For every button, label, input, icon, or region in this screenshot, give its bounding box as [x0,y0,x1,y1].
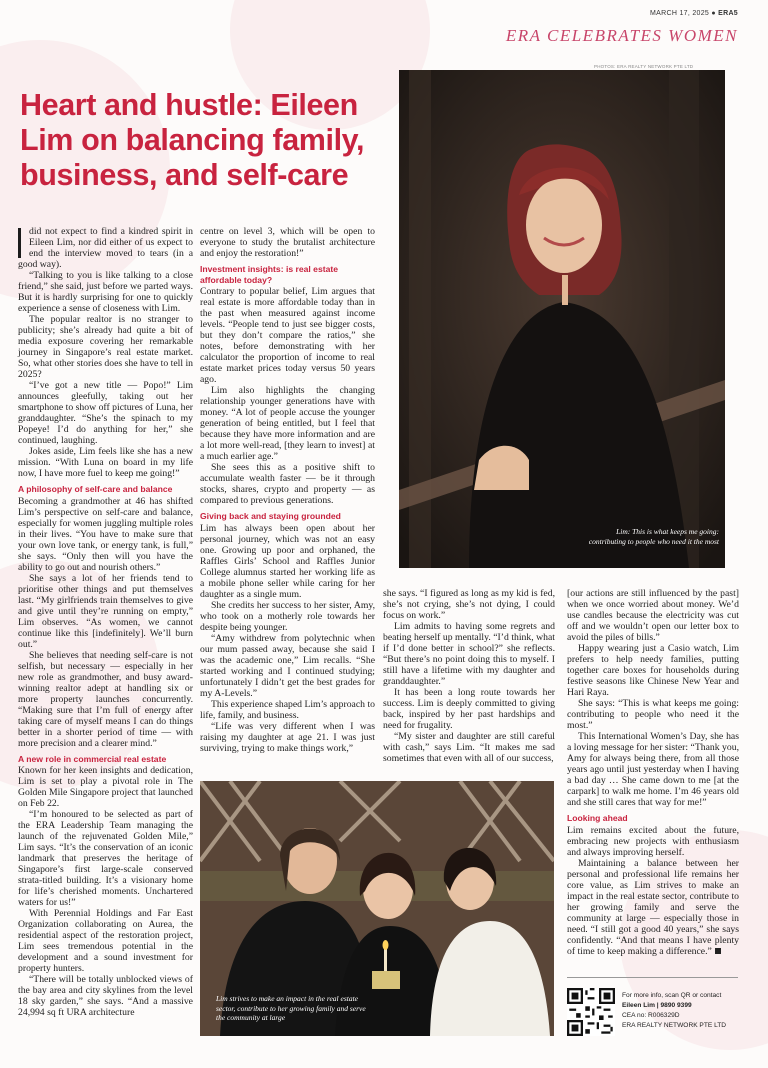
article-paragraph: It has been a long route towards her success. Lim is deeply committed to giving back, inspired by her past hardships and need for frugality. [383,687,555,731]
issue-date: MARCH 17, 2025 [650,10,710,17]
contact-info [622,991,726,1031]
article-paragraph: “Talking to you is like talking to a close friend,” she said, just before we parted ways. But it is hardly surprising for one to quickly experience a sense of closeness with Lim. [18,270,193,314]
contact-name-phone: Eileen Lim | 9890 9399 [622,1002,692,1009]
article-paragraph: She believes that needing self-care is not selfish, but necessary — especially in her new role as grandmother, and busy award-winning realtor adept at handling six or more property launches concurrently. “Making sure that I’m full of energy after taking care of myself means I can do things better in a shorter period of time — with more precision and a clearer mind.” [18,649,193,749]
article-paragraph: did not expect to find a kindred spirit in Eileen Lim, nor did either of us expect to end the interview moved to tears (in a good way). [18,226,193,270]
group-photo [200,781,554,1036]
group-photo-caption: Lim strives to make an impact in the real estate sector, contribute to her growing family and serve the community at large [216,994,366,1022]
drop-cap [18,228,21,258]
qr-code-icon[interactable] [567,988,615,1036]
article-paragraph: Becoming a grandmother at 46 has shifted Lim’s perspective on self-care and balance, especially for women juggling multiple roles in their lives. “You have to make sure that your own love tank, or energy tank, is full,” she says. “Only then will you have the ability to go out and nourish others.” [18,495,193,573]
article-paragraph: centre on level 3, which will be open to everyone to study the brutalist architecture and enjoy the restoration!” [200,226,375,259]
main-photo-caption: Lim: This is what keeps me going: contributing to people who need it the most [588,527,719,546]
photo-credit: PHOTOS: ERA REALTY NETWORK PTE LTD [594,64,694,69]
cea-number: CEA no: R006329D [622,1012,680,1019]
article-column-4 [567,588,739,957]
article-paragraph: Contrary to popular belief, Lim argues that real estate is more affordable today than in the past when measured against income levels. “People tend to just see bigger costs, but they don’t compare the ratios,” she notes, before demonstrating with her calculator the proportion of income to real estate market prices today versus 50 years ago. [200,286,375,385]
article-column-3 [383,588,555,764]
article-paragraph: Lim remains excited about the future, embracing new projects with enthusiasm and always improving herself. [567,824,739,858]
article-paragraph: This experience shaped Lim’s approach to life, family, and business. [200,698,375,721]
article-paragraph: Known for her keen insights and dedication, Lim is set to play a pivotal role in The Golden Mile Singapore project that launched on Feb 22. [18,765,193,809]
article-paragraph: She says a lot of her friends tend to prioritise other things and put themselves last. “My girlfriends train themselves to give and give until they’re running on empty,” Lim observes. “As women, we cannot continue like this [indefinitely]. We’ll burn out.” [18,572,193,650]
article-paragraph: “I’ve got a new title — Popo!” Lim announces gleefully, taking out her smartphone to show off pictures of Luna, her granddaughter. “She’s the spinach to my Popeye! I’d do anything for her,” she continued, laughing. [18,380,193,446]
page-number: ERA5 [718,10,738,17]
article-paragraph: “My sister and daughter are still careful with cash,” says Lim. “It makes me sad sometimes that even with all of our success, [383,731,555,764]
article-paragraph: She sees this as a positive shift to accumulate wealth faster — be it through stocks, shares, crypto and property — as compared to previous generations. [200,462,375,506]
article-paragraph: “Amy withdrew from polytechnic when our mum passed away, because she said I was the academic one,” Lim recalls. “She started working and I continued studying; unfortunately I didn’t get the best grades for my A-Levels.” [200,632,375,699]
main-photo [399,70,725,568]
article-paragraph: She credits her success to her sister, Amy, who took on a motherly role towards her despite being younger. [200,599,375,633]
headline: Heart and hustle: Eileen Lim on balancing family, business, and self-care [20,88,365,192]
end-mark-icon [715,948,721,954]
contact-prompt: For more info, scan QR or contact [622,992,722,999]
article-paragraph: She says: “This is what keeps me going: contributing to people who need it the most.” [567,698,739,731]
article-paragraph: Lim admits to having some regrets and beating herself up mentally. “I’d think, what if I’d done better in school?” she reflects. “But there’s no point doing this to myself. I still have a lifetime with my daughter and granddaughter.” [383,621,555,687]
subheading: A new role in commercial real estate [18,753,167,764]
article-paragraph: “There will be totally unblocked views of the bay area and city skylines from the level 18 sky garden,” she says. “And a massive 24,994 sq ft URA architecture [18,974,193,1018]
article-paragraph: Jokes aside, Lim feels like she has a new mission. “With Luna on board in my life now, I have more fuel to keep me going!” [18,446,193,479]
subheading: Investment insights: is real estate affordable today? [200,264,339,285]
article-paragraph: Lim has always been open about her personal journey, which was not an easy one. Growing up poor and orphaned, the Raffles Girls’ School and Raffles Junior College alumnus started her working life as a mobile phone seller while caring for her daughter as a single mum. [200,522,375,600]
article-paragraph [567,858,739,957]
article-column-1 [18,226,193,1018]
article-paragraph: Happy wearing just a Casio watch, Lim prefers to help needy families, putting together care boxes for households during festive seasons like Chinese New Year and Hari Raya. [567,643,739,698]
article-paragraph: she says. “I figured as long as my kid is fed, she’s not crying, she’s not dying, I could focus on work.” [383,588,555,621]
article-paragraph: The popular realtor is no stranger to publicity; she’s already had quite a bit of media exposure covering her remarkable journey in Singapore’s real estate market. So, what other stories does she have to tell in 2025? [18,314,193,380]
section-label: ERA CELEBRATES WOMEN [505,26,738,45]
company-name: ERA REALTY NETWORK PTE LTD [622,1022,727,1029]
article-paragraph: With Perennial Holdings and Far East Organization collaborating on Aurea, the residential aspect of the restoration project, Lim sees tremendous potential in the development and a sound investment for property hunters. [18,908,193,974]
subheading: Looking ahead [567,813,628,823]
subheading: A philosophy of self-care and balance [18,484,173,494]
article-paragraph: Lim also highlights the changing relationship younger generations have with money. “A lot of people accuse the younger generation of being entitled, but I feel that because they have more information and are a lot more well-read, [they learn to invest] at a much earlier age.” [200,385,375,462]
closing-text: Maintaining a balance between her personal and professional life remains her core value, as Lim strives to make an impact in the real estate sector, contribute to her growing family and serve the community at large — especially those in need. “I still got a good 40 years,” she says confidently. “And that means I have plenty of time to keep making a difference.” [567,857,739,957]
article-paragraph: This International Women’s Day, she has a loving message for her sister: “Thank you, Amy for always being there, from all those years ago until just yesterday when I having a bad day … She came down to me [at the carpark] to walk me home. I’m 46 years old and she still cares that way for me!” [567,731,739,808]
article-paragraph: [our actions are still influenced by the past] when we once worried about money. We’d use candles because the electricity was cut off and we wouldn’t open our letter box to avoid the piles of bills.” [567,588,739,643]
article-paragraph: “I’m honoured to be selected as part of the ERA Leadership Team managing the launch of the rejuvenated Golden Mile,” Lim says. “It’s the conservation of an iconic landmark that preserves the heritage of Singapore’s first large-scale conserved strata-titled building. It’s a visionary home for life’s cherished moments. Unchartered waters for us!” [18,809,193,908]
page-header: MARCH 17, 2025 ● ERA5 [650,10,738,17]
subheading: Giving back and staying grounded [200,511,341,521]
divider [567,977,738,978]
article-column-2 [200,226,375,754]
article-paragraph: “Life was very different when I was raising my daughter at age 21. I was just surviving, trying to make things work,” [200,720,375,754]
portrait-illustration [399,70,725,568]
